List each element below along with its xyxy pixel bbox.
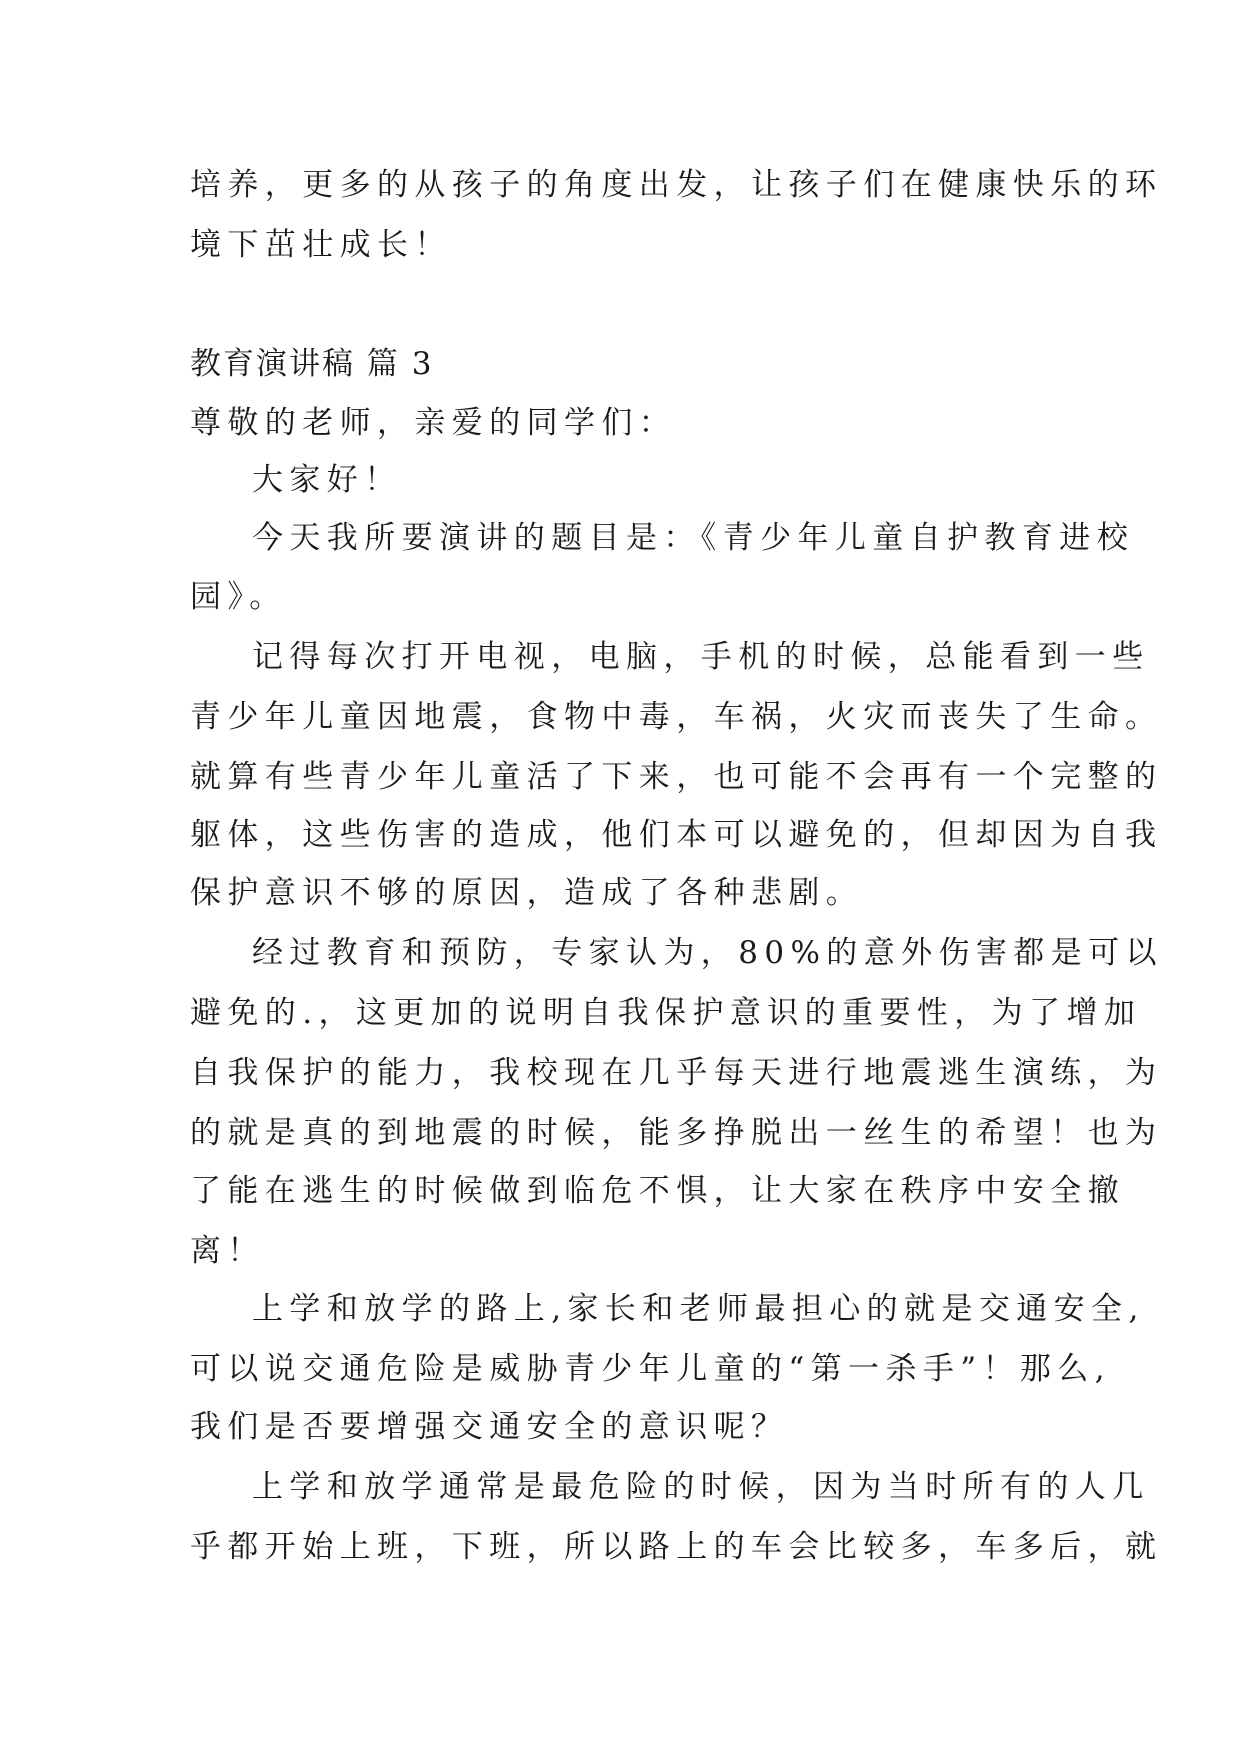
paragraph-line: 的就是真的到地震的时候，能多挣脱出一丝生的希望！也为 bbox=[190, 1115, 1163, 1151]
paragraph-line: 保护意识不够的原因，造成了各种悲剧。 bbox=[190, 875, 864, 911]
section-heading: 教育演讲稿 篇 3 bbox=[190, 346, 434, 382]
paragraph-line: 上学和放学的路上,家长和老师最担心的就是交通安全, bbox=[252, 1291, 1145, 1327]
salutation: 尊敬的老师，亲爱的同学们： bbox=[190, 405, 677, 441]
paragraph-line: 记得每次打开电视，电脑，手机的时候，总能看到一些 bbox=[252, 639, 1150, 675]
paragraph-line: 培养，更多的从孩子的角度出发，让孩子们在健康快乐的环 bbox=[190, 167, 1163, 203]
paragraph-line: 今天我所要演讲的题目是：《青少年儿童自护教育进校 bbox=[252, 520, 1135, 556]
paragraph-line: 避免的.，这更加的说明自我保护意识的重要性，为了增加 bbox=[190, 995, 1142, 1031]
paragraph-line: 园》。 bbox=[190, 579, 287, 615]
paragraph-line: 自我保护的能力，我校现在几乎每天进行地震逃生演练，为 bbox=[190, 1055, 1163, 1091]
paragraph-line: 可以说交通危险是威胁青少年儿童的“第一杀手”！那么, bbox=[190, 1351, 1111, 1387]
paragraph-line: 离！ bbox=[190, 1233, 265, 1269]
paragraph-line: 了能在逃生的时候做到临危不惧，让大家在秩序中安全撤 bbox=[190, 1173, 1125, 1209]
greeting: 大家好！ bbox=[252, 462, 402, 498]
paragraph-line: 我们是否要增强交通安全的意识呢？ bbox=[190, 1409, 789, 1445]
paragraph-line: 青少年儿童因地震，食物中毒，车祸，火灾而丧失了生命。 bbox=[190, 699, 1163, 735]
paragraph-line: 境下茁壮成长！ bbox=[190, 227, 452, 263]
paragraph-line: 经过教育和预防，专家认为，80%的意外伤害都是可以 bbox=[252, 935, 1163, 971]
paragraph-line: 上学和放学通常是最危险的时候，因为当时所有的人几 bbox=[252, 1469, 1150, 1505]
paragraph-line: 躯体，这些伤害的造成，他们本可以避免的，但却因为自我 bbox=[190, 817, 1163, 853]
paragraph-line: 乎都开始上班，下班，所以路上的车会比较多，车多后，就 bbox=[190, 1529, 1163, 1565]
paragraph-line: 就算有些青少年儿童活了下来，也可能不会再有一个完整的 bbox=[190, 759, 1163, 795]
